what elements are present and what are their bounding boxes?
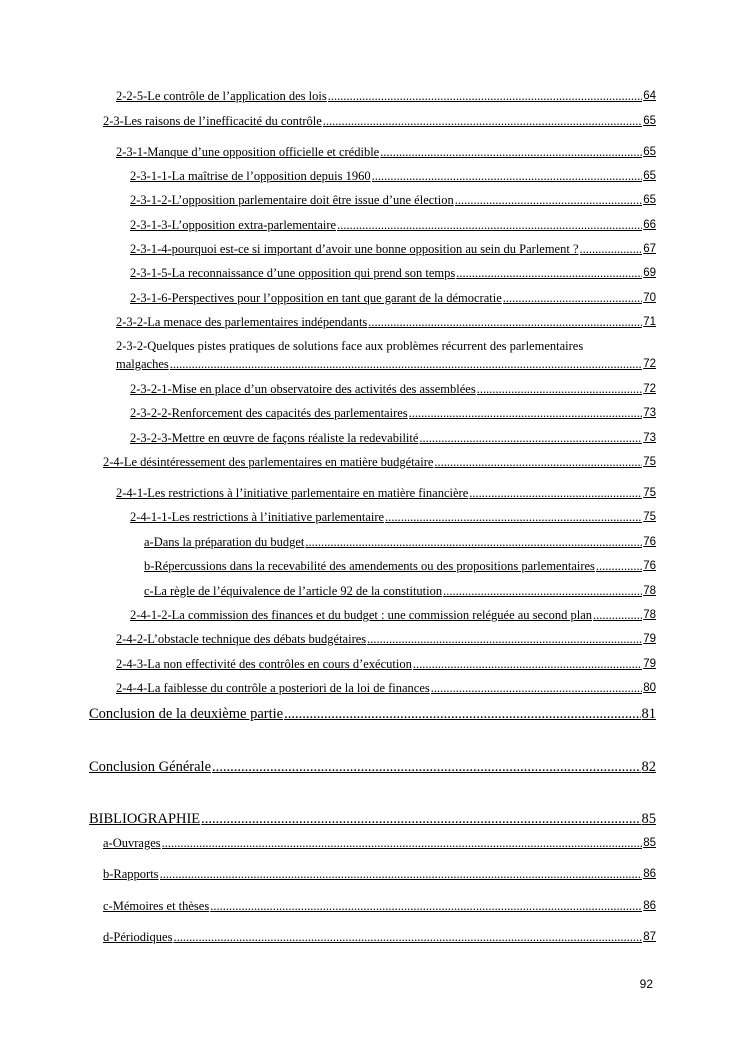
- toc-entry-text: d-Périodiques: [103, 930, 173, 944]
- toc-entry-page: 72: [643, 383, 656, 395]
- toc-entry[interactable]: [144, 559, 656, 574]
- toc-entry-page: 67: [643, 243, 656, 255]
- toc-entry-text: 2-4-4-La faiblesse du contrôle a posteriori de la loi de finances: [116, 681, 430, 695]
- toc-entry-text: b-Rapports: [103, 867, 159, 881]
- toc-entry-page: 69: [643, 267, 656, 279]
- toc-entry-page: 85: [643, 837, 656, 849]
- toc-entry-text: 2-3-2-1-Mise en place d’un observatoire des activités des assemblées: [130, 382, 476, 396]
- toc-entry-text: 2-3-2-3-Mettre en œuvre de façons réaliste la redevabilité: [130, 431, 419, 445]
- toc-entry-page: 78: [643, 585, 656, 597]
- toc-entry[interactable]: [130, 291, 656, 306]
- toc-heading[interactable]: [89, 810, 656, 828]
- toc-entry-text: b-Répercussions dans la recevabilité des amendements ou des propositions parlementaires: [144, 559, 595, 573]
- toc-entry[interactable]: [116, 486, 656, 501]
- toc-entry-page: 64: [643, 90, 656, 102]
- toc-heading-text: Conclusion Générale: [89, 759, 212, 775]
- toc-entry-text: 2-4-1-Les restrictions à l’initiative parlementaire en matière financière: [116, 486, 469, 500]
- toc-entry[interactable]: [130, 510, 656, 525]
- toc-entry[interactable]: [116, 632, 656, 647]
- toc-entry[interactable]: [130, 193, 656, 208]
- toc-entry[interactable]: [130, 169, 656, 184]
- toc-entry-text: c-Mémoires et thèses: [103, 899, 210, 913]
- toc-entry-text: c-La règle de l’équivalence de l’article 92 de la constitution: [144, 584, 443, 598]
- toc-entry-page: 80: [643, 682, 656, 694]
- toc-entry-page: 86: [643, 900, 656, 912]
- toc-heading-page: 81: [641, 706, 656, 722]
- toc-entry[interactable]: [103, 899, 656, 914]
- toc-entry-text: 2-4-2-L’obstacle technique des débats budgétaires: [116, 632, 367, 646]
- toc-entry-page: 65: [643, 194, 656, 206]
- toc-entry[interactable]: [130, 242, 656, 257]
- toc-entry-page: 70: [643, 292, 656, 304]
- page-number: 92: [639, 977, 653, 991]
- toc-entry[interactable]: [144, 584, 656, 599]
- toc-entry-page: 79: [643, 633, 656, 645]
- toc-entry-page: 65: [643, 146, 656, 158]
- toc-entry-text: 2-3-1-5-La reconnaissance d’une opposition qui prend son temps: [130, 266, 456, 280]
- toc-entry-page: 75: [643, 456, 656, 468]
- toc-entry-page: 75: [643, 511, 656, 523]
- toc-entry-text: 2-3-1-3-L’opposition extra-parlementaire: [130, 218, 337, 232]
- toc-entry-text: 2-4-1-1-Les restrictions à l’initiative parlementaire: [130, 510, 385, 524]
- toc-entry-page: 87: [643, 931, 656, 943]
- toc-entry[interactable]: [130, 608, 656, 623]
- toc-entry[interactable]: [103, 114, 656, 129]
- toc-entry[interactable]: [130, 218, 656, 233]
- toc-entry-text: a-Ouvrages: [103, 836, 161, 850]
- toc-entry[interactable]: [116, 89, 656, 104]
- toc-entry[interactable]: [144, 535, 656, 550]
- toc-entry[interactable]: [103, 930, 656, 945]
- toc-entry[interactable]: [116, 145, 656, 160]
- toc-entry[interactable]: [116, 315, 656, 330]
- toc-entry-text: 2-4-Le désintéressement des parlementaires en matière budgétaire: [103, 455, 434, 469]
- toc-entry-text: 2-3-1-4-pourquoi est-ce si important d’avoir une bonne opposition au sein du Parlement ?: [130, 242, 579, 256]
- toc-entry-text: 2-3-1-2-L’opposition parlementaire doit être issue d’une élection: [130, 193, 454, 207]
- toc-entry-text: 2-3-1-6-Perspectives pour l’opposition en tant que garant de la démocratie: [130, 291, 502, 305]
- toc-entry-page: 65: [643, 115, 656, 127]
- toc-entry-page: 73: [643, 407, 656, 419]
- toc-entry-text: a-Dans la préparation du budget: [144, 535, 305, 549]
- toc-entry-page: 78: [643, 609, 656, 621]
- toc-entry-page: 65: [643, 170, 656, 182]
- toc-entry[interactable]: [116, 681, 656, 696]
- toc-entry-page: 72: [643, 358, 656, 370]
- toc-entry-text: 2-4-3-La non effectivité des contrôles en cours d’exécution: [116, 657, 412, 671]
- toc-heading-text: BIBLIOGRAPHIE: [89, 811, 201, 827]
- toc-entry[interactable]: [130, 406, 656, 421]
- toc-entry-wrapped[interactable]: [116, 339, 656, 372]
- toc-heading-page: 85: [641, 811, 656, 827]
- toc-entry-text-line1: 2-3-2-Quelques pistes pratiques de solutions face aux problèmes récurrent des parlementaires: [116, 339, 584, 353]
- toc-entry-text-line2: malgaches: [116, 357, 169, 371]
- toc-entry[interactable]: [116, 657, 656, 672]
- toc-entry-page: 76: [643, 536, 656, 548]
- toc-entry-text: 2-3-1-1-La maîtrise de l’opposition depuis 1960: [130, 169, 371, 183]
- toc-heading[interactable]: [89, 705, 656, 723]
- toc-entry[interactable]: [130, 266, 656, 281]
- toc-entry-page: 66: [643, 219, 656, 231]
- toc-heading[interactable]: [89, 758, 656, 776]
- toc-entry-page: 71: [643, 316, 656, 328]
- toc-entry-page: 76: [643, 560, 656, 572]
- toc-heading-page: 82: [641, 759, 656, 775]
- toc-entry-text: 2-2-5-Le contrôle de l’application des lois: [116, 89, 327, 103]
- toc-entry[interactable]: [103, 867, 656, 882]
- toc-entry[interactable]: [130, 382, 656, 397]
- toc-entry-page: 75: [643, 487, 656, 499]
- toc-entry-page: 73: [643, 432, 656, 444]
- toc-entry-page: 79: [643, 658, 656, 670]
- toc-entry[interactable]: [103, 455, 656, 470]
- toc-entry-page: 86: [643, 868, 656, 880]
- toc-entry-text: 2-3-Les raisons de l’inefficacité du contrôle: [103, 114, 322, 128]
- toc-entry-text: 2-3-2-La menace des parlementaires indépendants: [116, 315, 368, 329]
- toc-entry-text: 2-3-1-Manque d’une opposition officielle et crédible: [116, 145, 380, 159]
- toc-entry-text: 2-4-1-2-La commission des finances et du budget : une commission reléguée au second plan: [130, 608, 593, 622]
- toc-heading-text: Conclusion de la deuxième partie: [89, 706, 284, 722]
- toc-entry[interactable]: [103, 836, 656, 851]
- toc-entry-text: 2-3-2-2-Renforcement des capacités des parlementaires: [130, 406, 408, 420]
- toc-entry[interactable]: [130, 431, 656, 446]
